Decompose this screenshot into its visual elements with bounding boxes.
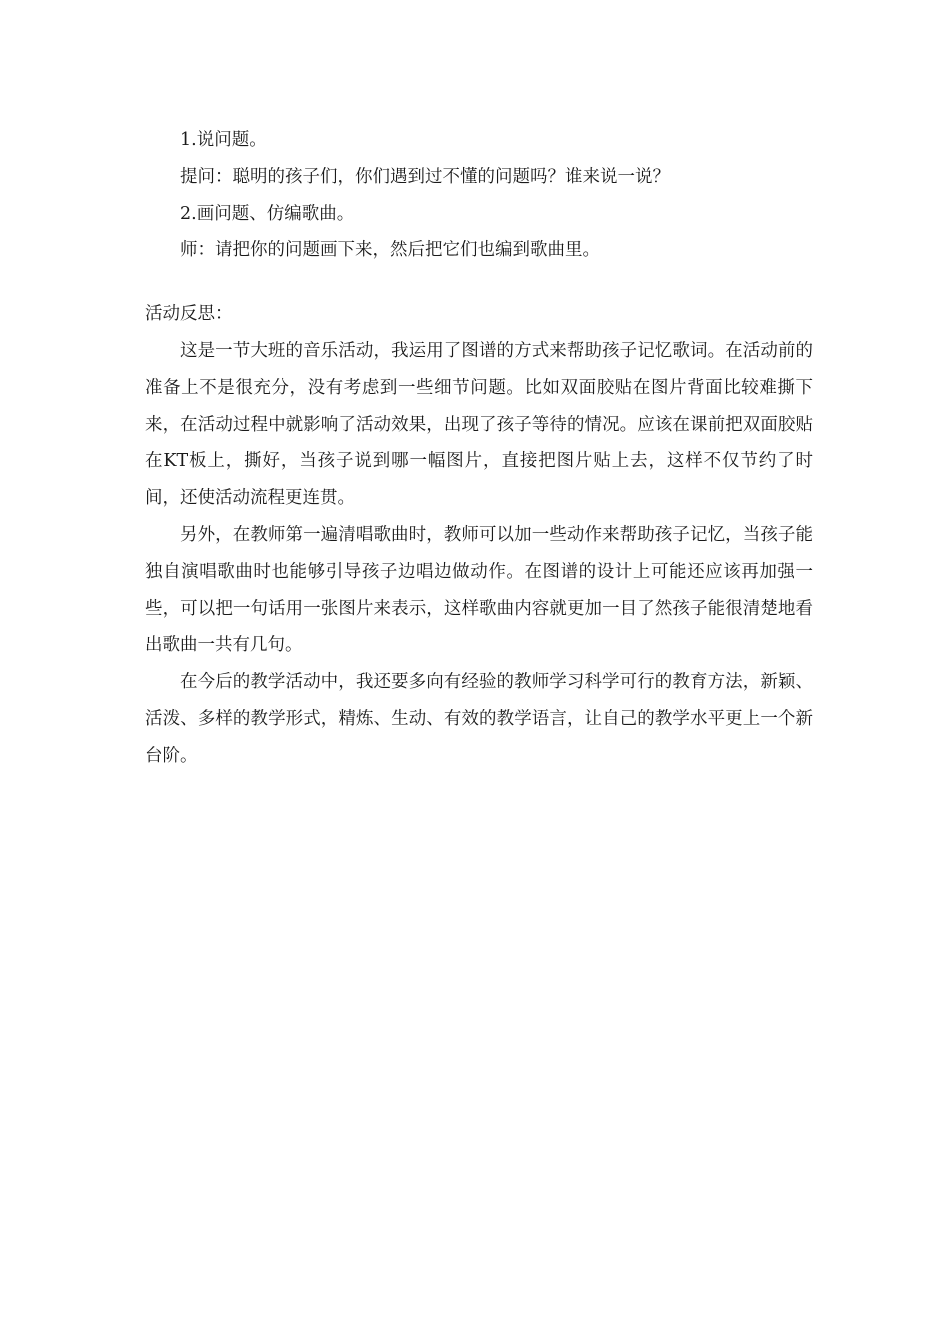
step-1-question: 提问：聪明的孩子们，你们遇到过不懂的问题吗？谁来说一说？ <box>180 166 670 187</box>
step-1-title: 1.说问题。 <box>180 130 267 150</box>
section-spacer <box>145 269 813 296</box>
reflection-paragraph-2: 另外，在教师第一遍清唱歌曲时，教师可以加一些动作来帮助孩子记忆，当孩子能独自演唱歌曲时也能够引导孩子边唱边做动作。在图谱的设计上可能还应该再加强一些，可以把一句话用一张图片来表示，这样歌曲内容就更加一目了然孩子能很清楚地看出歌曲一共有几句。 <box>145 524 813 656</box>
reflection-paragraph-3: 在今后的教学活动中，我还要多向有经验的教师学习科学可行的教育方法，新颖、活泼、多样的教学形式，精炼、生动、有效的教学语言，让自己的教学水平更上一个新台阶。 <box>145 672 813 766</box>
step-2-title: 2.画问题、仿编歌曲。 <box>180 203 355 224</box>
reflection-paragraph-1: 这是一节大班的音乐活动，我运用了图谱的方式来帮助孩子记忆歌词。在活动前的准备上不是很充分，没有考虑到一些细节问题。比如双面胶贴在图片背面比较难撕下来，在活动过程中就影响了活动效果，出现了孩子等待的情况。应该在课前把双面胶贴在KT板上，撕好，当孩子说到哪一幅图片，直接把图片贴上去，这样不仅节约了时间，还使活动流程更连贯。 <box>145 340 813 509</box>
document-body <box>145 122 813 775</box>
step-2-instruction: 师：请把你的问题画下来，然后把它们也编到歌曲里。 <box>180 240 600 261</box>
reflection-heading: 活动反思： <box>145 304 233 325</box>
